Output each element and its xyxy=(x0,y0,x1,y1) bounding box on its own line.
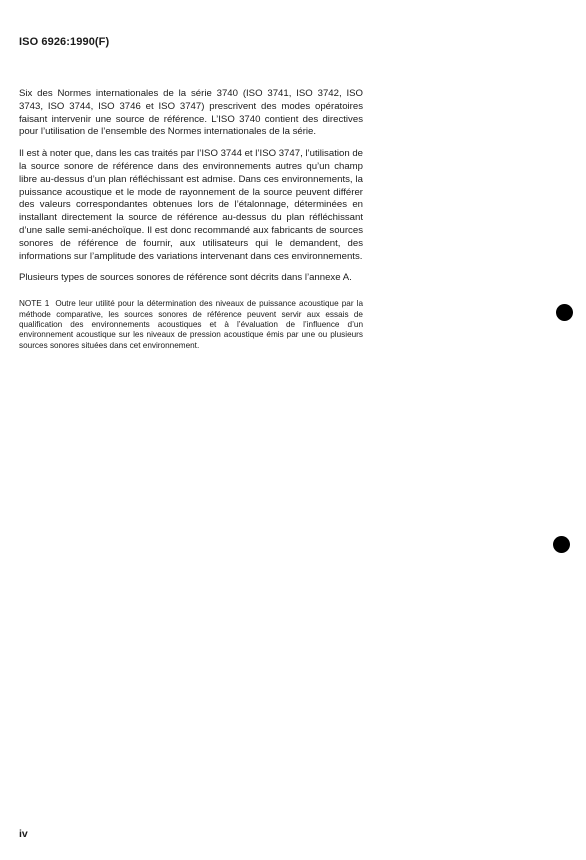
page-body xyxy=(19,88,363,351)
intro-paragraph-2: Il est à noter que, dans les cas traités par l’ISO 3744 et l’ISO 3747, l’utilisation de la source sonore de référence dans des environnements autres qu’un champ libre au-dessus d’un plan réfléchissant est admise. Dans ces environnements, la puissance acoustique et le mode de rayonnement de la source peuvent différer des valeurs correspondantes obtenues lors de l’étalonnage, déterminées en installant directement la source de référence au-dessus du plan réfléchissant d’une salle semi-anéchoïque. Il est donc recommandé aux fabricants de sources sonores de référence de fournir, aux utilisateurs qui le demandent, des informations sur l’amplitude des variations intervenant dans ces environnements. xyxy=(19,148,363,262)
document-id-header: ISO 6926:1990(F) xyxy=(19,36,110,48)
binding-hole-mark xyxy=(556,304,573,321)
note-block xyxy=(19,299,363,351)
binding-hole-mark xyxy=(553,536,570,553)
note-label: NOTE 1 xyxy=(19,299,50,309)
note-text: Outre leur utilité pour la détermination des niveaux de puissance acoustique par la méthode comparative, les sources sonores de référence peuvent servir aux essais de qualification des environnements acoustiques et à l’évaluation de l’influence d’un environnement acoustique sur les niveaux de pression acoustique émis par une ou plusieurs sources sonores situées dans cet environnement. xyxy=(19,299,363,350)
intro-paragraph-3: Plusieurs types de sources sonores de référence sont décrits dans l’annexe A. xyxy=(19,272,352,284)
page-number: iv xyxy=(19,828,28,840)
intro-paragraph-1: Six des Normes internationales de la série 3740 (ISO 3741, ISO 3742, ISO 3743, ISO 3744, ISO 3746 et ISO 3747) prescrivent des modes opératoires faisant intervenir une source de référence. L’ISO 3740 contient des directives pour l’utilisation de l’ensemble des Normes internationales de la série. xyxy=(19,88,363,138)
